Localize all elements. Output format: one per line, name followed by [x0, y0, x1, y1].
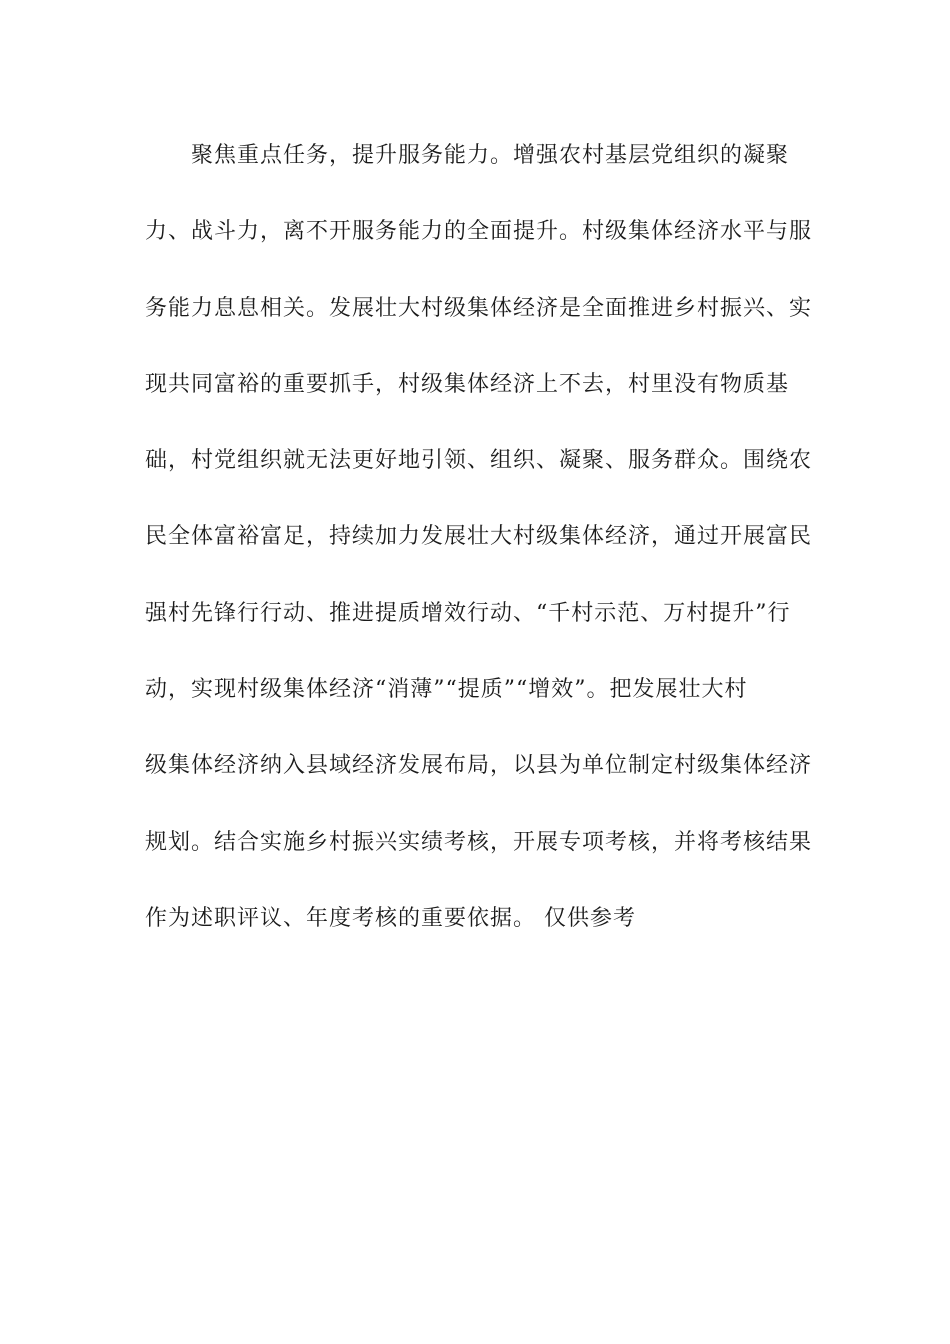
body-paragraph: [145, 131, 813, 970]
paragraph-line: 级集体经济纳入县域经济发展布局，以县为单位制定村级集体经济: [145, 753, 813, 779]
paragraph-line: 聚焦重点任务，提升服务能力。增强农村基层党组织的凝聚: [191, 143, 790, 168]
paragraph-line: 规划。结合实施乡村振兴实绩考核，开展专项考核，并将考核结果: [145, 829, 813, 855]
paragraph-line: 础，村党组织就无法更好地引领、组织、凝聚、服务群众。围绕农: [145, 448, 813, 474]
paragraph-line: 民全体富裕富足，持续加力发展壮大村级集体经济，通过开展富民: [145, 524, 813, 550]
paragraph-line: 现共同富裕的重要抓手，村级集体经济上不去，村里没有物质基: [145, 371, 790, 397]
paragraph-line-last: 作为述职评议、年度考核的重要依据。 仅供参考: [145, 905, 636, 931]
paragraph-line: 动，实现村级集体经济“消薄”“提质”“增效”。把发展壮大村: [145, 677, 748, 703]
paragraph-line: 强村先锋行行动、推进提质增效行动、“千村示范、万村提升”行: [145, 600, 791, 626]
paragraph-line: 力、战斗力，离不开服务能力的全面提升。村级集体经济水平与服: [145, 219, 813, 245]
paragraph-line: 务能力息息相关。发展壮大村级集体经济是全面推进乡村振兴、实: [145, 295, 813, 321]
